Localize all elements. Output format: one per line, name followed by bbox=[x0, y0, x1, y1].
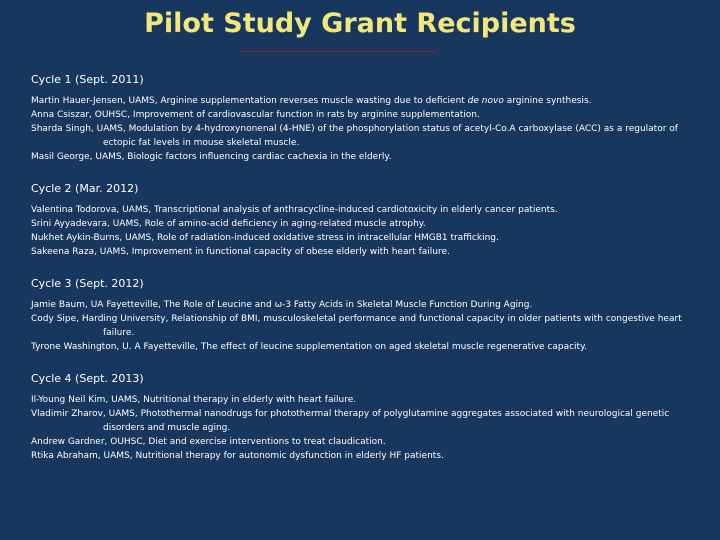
entry-text: Tyrone Washington, U. A Fayetteville, The effect of leucine supplementation on aged skeletal muscle regenerative capacity. bbox=[31, 342, 587, 352]
cycle-section bbox=[31, 181, 691, 259]
cycle-section bbox=[31, 72, 691, 164]
entry-text: Valentina Todorova, UAMS, Transcriptional analysis of anthracycline-induced cardiotoxicity in elderly cancer patients. bbox=[31, 205, 558, 215]
recipient-entry bbox=[31, 449, 691, 463]
entry-text: Il-Young Neil Kim, UAMS, Nutritional therapy in elderly with heart failure. bbox=[31, 395, 357, 405]
recipient-entry bbox=[31, 393, 691, 407]
cycle-section bbox=[31, 276, 691, 354]
recipient-entry bbox=[31, 150, 691, 164]
entry-italic-text: de novo bbox=[467, 96, 504, 106]
recipient-entry bbox=[31, 340, 691, 354]
entry-text: Martin Hauer-Jensen, UAMS, Arginine supplementation reverses muscle wasting due to deficient bbox=[31, 96, 468, 106]
recipient-entry bbox=[31, 435, 691, 449]
cycle-heading: Cycle 2 (Mar. 2012) bbox=[31, 182, 139, 195]
cycle-heading: Cycle 3 (Sept. 2012) bbox=[31, 277, 144, 290]
recipient-entry bbox=[31, 122, 691, 150]
recipient-entry bbox=[31, 407, 691, 435]
entry-text: Cody Sipe, Harding University, Relationship of BMI, musculoskeletal performance and functional capacity in older patients with congestive heart failure. bbox=[31, 314, 682, 338]
cycle-heading: Cycle 1 (Sept. 2011) bbox=[31, 73, 144, 86]
entry-text: Andrew Gardner, OUHSC, Diet and exercise interventions to treat claudication. bbox=[31, 437, 386, 447]
entry-text: Sakeena Raza, UAMS, Improvement in functional capacity of obese elderly with heart failure. bbox=[31, 247, 450, 257]
recipient-entry bbox=[31, 312, 691, 340]
entry-text: Jamie Baum, UA Fayetteville, The Role of Leucine and ω-3 Fatty Acids in Skeletal Muscle Function During Aging. bbox=[31, 300, 533, 310]
recipient-entry bbox=[31, 245, 691, 259]
recipient-entry bbox=[31, 203, 691, 217]
entry-text: Vladimir Zharov, UAMS, Photothermal nanodrugs for photothermal therapy of polyglutamine aggregates associated with neurological genetic disorders and muscle aging. bbox=[31, 409, 670, 433]
recipient-entry bbox=[31, 217, 691, 231]
recipient-entry bbox=[31, 231, 691, 245]
recipient-entry bbox=[31, 298, 691, 312]
entry-text: Srini Ayyadevara, UAMS, Role of amino-acid deficiency in aging-related muscle atrophy. bbox=[31, 219, 426, 229]
entry-text: Rtika Abraham, UAMS, Nutritional therapy for autonomic dysfunction in elderly HF patients. bbox=[31, 451, 444, 461]
entry-text: Sharda Singh, UAMS, Modulation by 4-hydroxynonenal (4-HNE) of the phosphorylation status of acetyl-Co.A carboxylase (ACC) as a regulator of ectopic fat levels in mouse skeletal muscle. bbox=[31, 124, 678, 148]
entry-text-continued: arginine synthesis. bbox=[503, 96, 592, 106]
entry-text: Masil George, UAMS, Biologic factors influencing cardiac cachexia in the elderly. bbox=[31, 152, 392, 162]
cycle-section bbox=[31, 371, 691, 463]
entry-text: Anna Csiszar, OUHSC, Improvement of cardiovascular function in rats by arginine supplementation. bbox=[31, 110, 480, 120]
entry-text: Nukhet Aykin-Burns, UAMS, Role of radiation-induced oxidative stress in intracellular HMGB1 trafficking. bbox=[31, 233, 499, 243]
page-title: Pilot Study Grant Recipients bbox=[144, 8, 576, 39]
recipient-entry bbox=[31, 108, 691, 122]
recipients-list bbox=[31, 72, 691, 480]
title-underline bbox=[241, 51, 437, 52]
cycle-heading: Cycle 4 (Sept. 2013) bbox=[31, 372, 144, 385]
recipient-entry bbox=[31, 94, 691, 108]
